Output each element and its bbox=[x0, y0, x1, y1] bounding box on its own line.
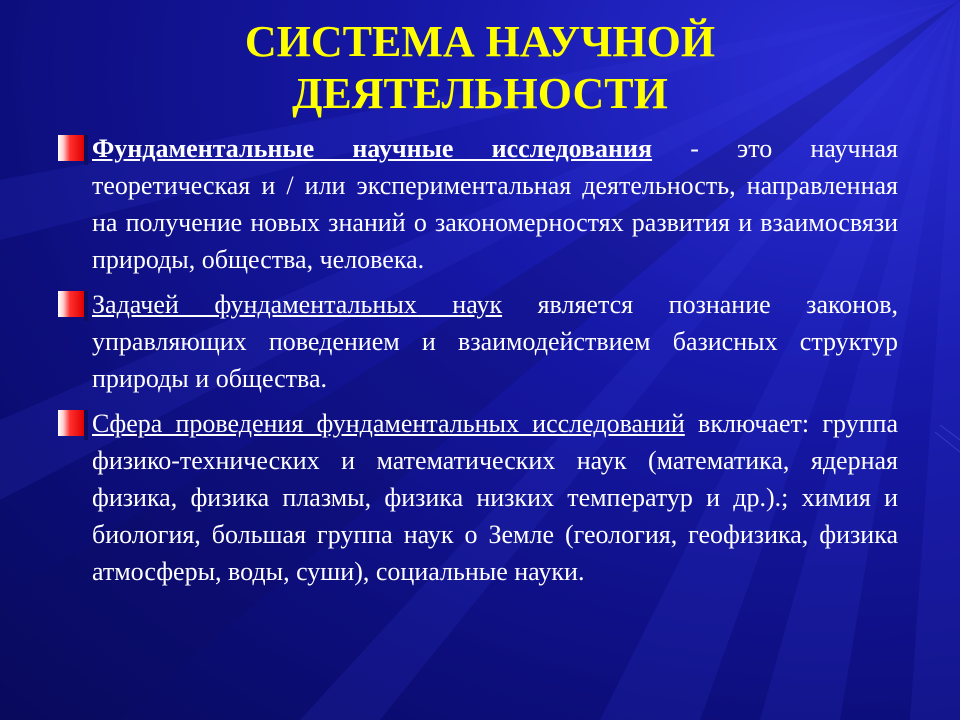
bullet-item-research-sphere bbox=[58, 405, 898, 590]
bullet-text bbox=[92, 286, 898, 397]
bullet-term: Задачей фундаментальных наук bbox=[92, 290, 503, 319]
bullet-item-fundamental-research bbox=[58, 130, 898, 278]
title-line-1: СИСТЕМА НАУЧНОЙ bbox=[244, 17, 716, 66]
slide-title bbox=[60, 16, 900, 120]
bullet-text bbox=[92, 130, 898, 278]
bullet-definition: является познание законов, управляющих поведением и взаимодействием базисных структур природы и общества. bbox=[92, 290, 898, 393]
bullet-definition: включает: группа физико-технических и математических наук (математика, ядерная физика, физика плазмы, физика низких температур и др.).; химия и биология, большая группа наук о Земле (геология, геофизика, физика атмосферы, воды, суши), социальные науки. bbox=[92, 409, 899, 586]
bullet-term: Сфера проведения фундаментальных исследований bbox=[92, 409, 685, 438]
title-line-2: ДЕЯТЕЛЬНОСТИ bbox=[292, 69, 668, 118]
bullet-text bbox=[92, 405, 898, 590]
bullet-square-icon bbox=[58, 135, 84, 161]
bullet-square-icon bbox=[58, 410, 84, 436]
bullet-item-fundamental-task bbox=[58, 286, 898, 397]
bullet-definition: - это научная теоретическая и / или экспериментальная деятельность, направленная на получение новых знаний о закономерностях развития и взаимосвязи природы, общества, человека. bbox=[92, 134, 899, 274]
bullet-list bbox=[58, 130, 898, 598]
bullet-term: Фундаментальные научные исследования bbox=[92, 134, 653, 163]
bullet-square-icon bbox=[58, 291, 84, 317]
